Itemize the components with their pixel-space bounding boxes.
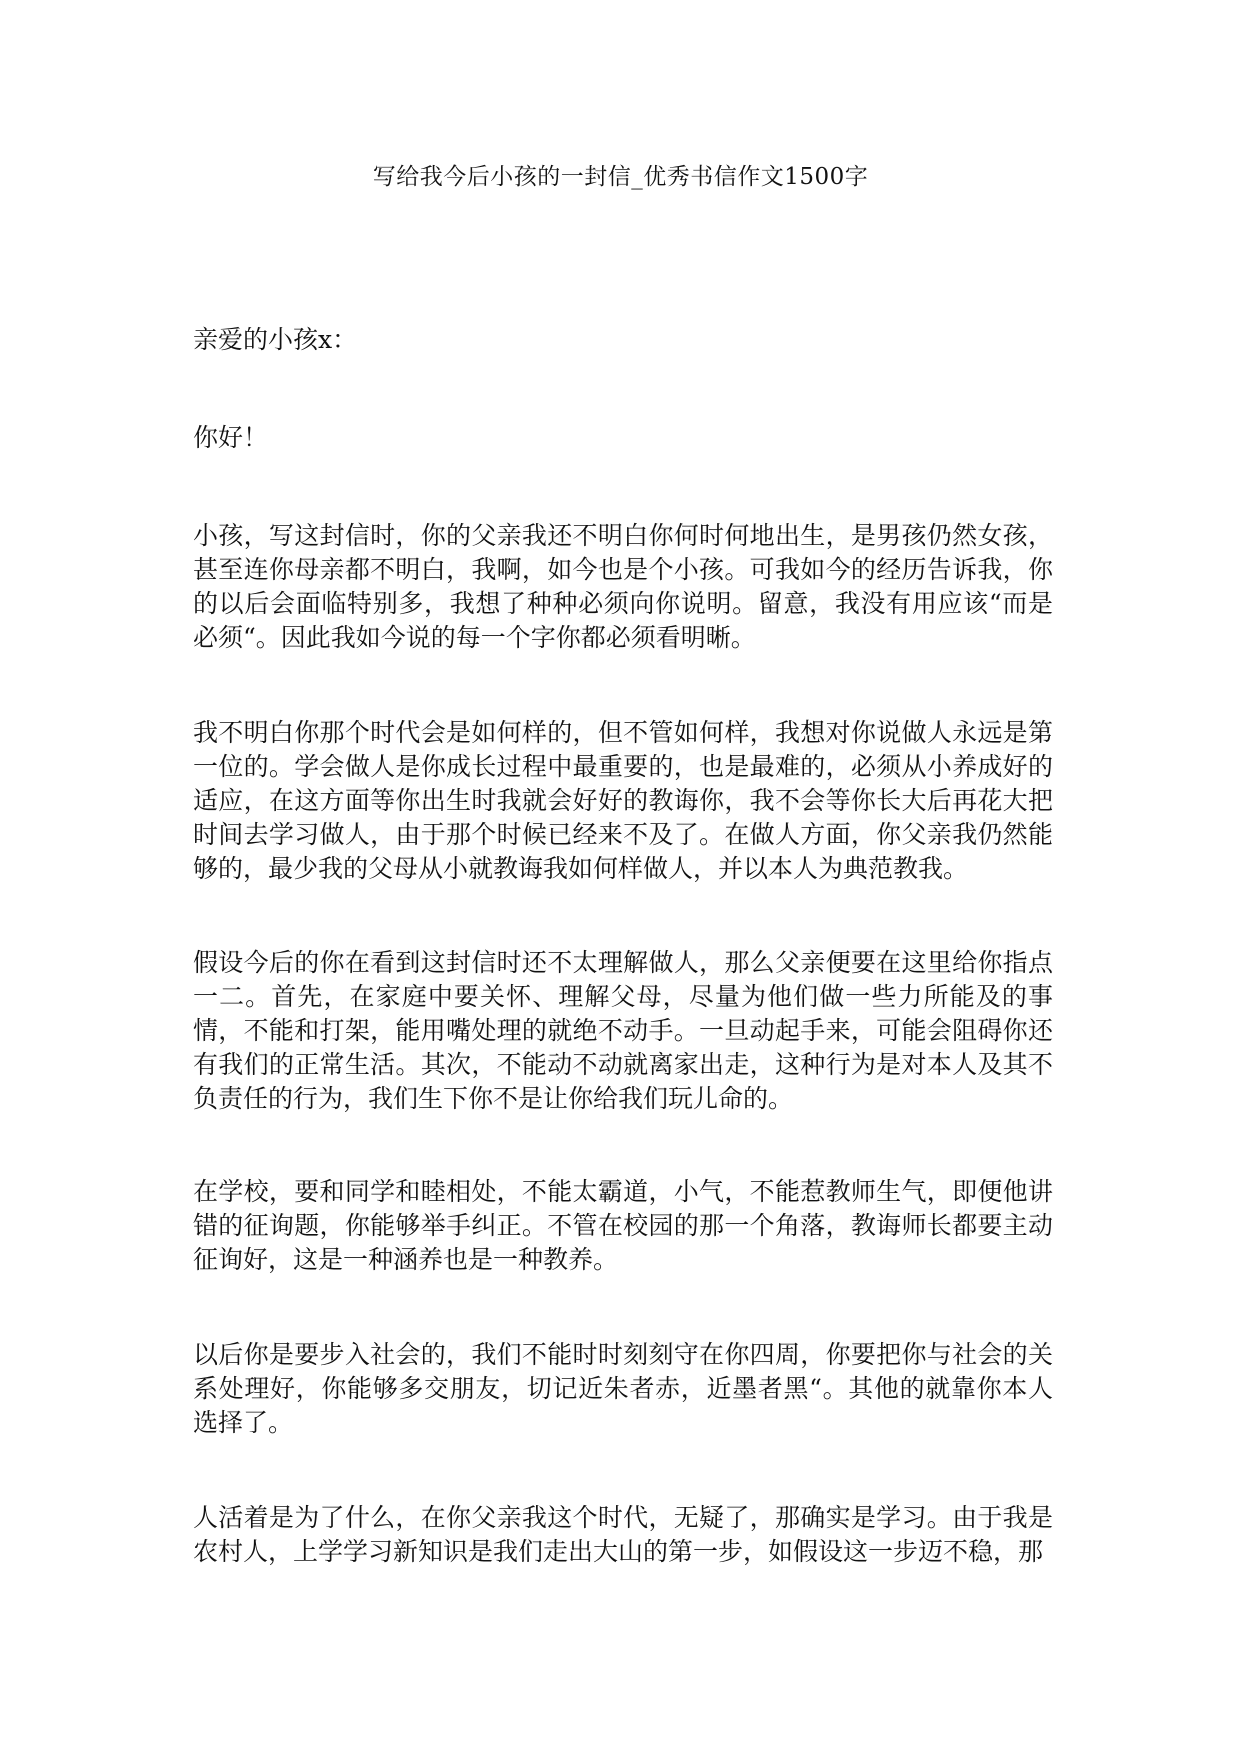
body-paragraph: 以后你是要步入社会的，我们不能时时刻刻守在你四周，你要把你与社会的关系处理好，你能够多交朋友，切记近朱者赤，近墨者黑“。其他的就靠你本人选择了。 <box>193 1340 1053 1437</box>
document-title: 写给我今后小孩的一封信_优秀书信作文1500字 <box>372 164 869 190</box>
body-paragraph: 假设今后的你在看到这封信时还不太理解做人，那么父亲便要在这里给你指点一二。首先，在家庭中要关怀、理解父母，尽量为他们做一些力所能及的事情，不能和打架，能用嘴处理的就绝不动手。一旦动起手来，可能会阻碍你还有我们的正常生活。其次，不能动不动就离家出走，这种行为是对本人及其不负责任的行为，我们生下你不是让你给我们玩儿命的。 <box>193 948 1053 1113</box>
letter-greeting: 你好！ <box>193 423 269 452</box>
body-paragraph: 在学校，要和同学和睦相处，不能太霸道，小气，不能惹教师生气，即便他讲错的征询题，你能够举手纠正。不管在校园的那一个角落，教诲师长都要主动征询好，这是一种涵养也是一种教养。 <box>193 1177 1053 1274</box>
body-paragraph: 我不明白你那个时代会是如何样的，但不管如何样，我想对你说做人永远是第一位的。学会做人是你成长过程中最重要的，也是最难的，必须从小养成好的适应，在这方面等你出生时我就会好好的教诲你，我不会等你长大后再花大把时间去学习做人，由于那个时候已经来不及了。在做人方面，你父亲我仍然能够的，最少我的父母从小就教诲我如何样做人，并以本人为典范教我。 <box>193 718 1053 883</box>
body-paragraph: 小孩，写这封信时，你的父亲我还不明白你何时何地出生，是男孩仍然女孩，甚至连你母亲都不明白，我啊，如今也是个小孩。可我如今的经历告诉我，你的以后会面临特别多，我想了种种必须向你说明。留意，我没有用应该“而是必须“。因此我如今说的每一个字你都必须看明晰。 <box>193 521 1053 652</box>
letter-salutation: 亲爱的小孩x： <box>193 325 358 354</box>
body-paragraph: 人活着是为了什么，在你父亲我这个时代，无疑了，那确实是学习。由于我是农村人，上学学习新知识是我们走出大山的第一步，如假设这一步迈不稳，那 <box>193 1503 1053 1566</box>
